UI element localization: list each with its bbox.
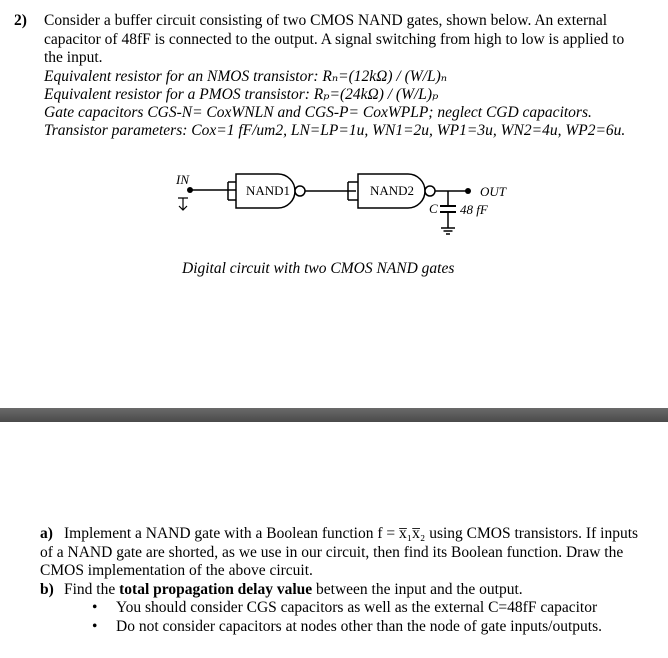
circuit-svg	[168, 170, 528, 250]
bullet-text: You should consider CGS capacitors as well as the external C=48fF capacitor	[116, 599, 598, 617]
nand2-label: NAND2	[370, 183, 415, 198]
capacitor-value: 48 fF	[460, 202, 488, 217]
output-label: OUT	[480, 184, 507, 199]
bullet-item	[40, 618, 640, 637]
nand1-bubble	[295, 186, 305, 196]
bullet-text: Do not consider capacitors at nodes other than the node of gate inputs/outputs.	[116, 617, 602, 635]
capacitor-label: C	[429, 201, 438, 216]
page-separator-band	[0, 408, 668, 422]
circuit-diagram	[168, 170, 528, 250]
part-b	[40, 581, 640, 600]
ground-icon	[441, 228, 455, 234]
question-number: 2)	[14, 12, 27, 29]
transistor-parameters: Transistor parameters: Cox=1 fF/um2, LN=LP=1u, WN1=2u, WP1=3u, WN2=4u, WP2=6u.	[44, 122, 626, 139]
nmos-resistor-equation: Equivalent resistor for an NMOS transistor: Rₙ=(12kΩ) / (W/L)ₙ	[44, 68, 448, 85]
input-signal-arrow	[178, 198, 188, 210]
bullet-item	[40, 599, 640, 618]
part-a-label: a)	[40, 525, 53, 542]
nand2-bubble	[425, 186, 435, 196]
gate-capacitor-definition: Gate capacitors CGS-N= CoxWNLN and CGS-P= CoxWPLP; neglect CGD capacitors.	[44, 104, 592, 121]
pmos-resistor-equation: Equivalent resistor for a PMOS transistor: Rₚ=(24kΩ) / (W/L)ₚ	[44, 86, 439, 103]
question-intro: Consider a buffer circuit consisting of two CMOS NAND gates, shown below. An external capacitor of 48fF is connected to the output. A signal switching from high to low is applied to the input.	[44, 12, 625, 67]
part-a-text: Implement a NAND gate with a Boolean function f = x̅₁x̅₂ using CMOS transistors. If inputs of a NAND gate are shorted, as we use in our circuit, then find its Boolean function. Draw the CMOS implementation of the above circuit.	[40, 525, 639, 580]
question-parts	[40, 525, 640, 637]
nand1-label: NAND1	[246, 183, 291, 198]
figure-caption: Digital circuit with two CMOS NAND gates	[182, 260, 455, 277]
part-b-prefix: Find the	[64, 580, 120, 598]
part-a	[40, 525, 640, 581]
part-b-label: b)	[40, 580, 54, 598]
part-b-suffix: between the input and the output.	[312, 580, 523, 598]
input-label: IN	[176, 172, 189, 187]
part-b-emphasis: total propagation delay value	[119, 580, 313, 598]
output-node	[465, 188, 471, 194]
